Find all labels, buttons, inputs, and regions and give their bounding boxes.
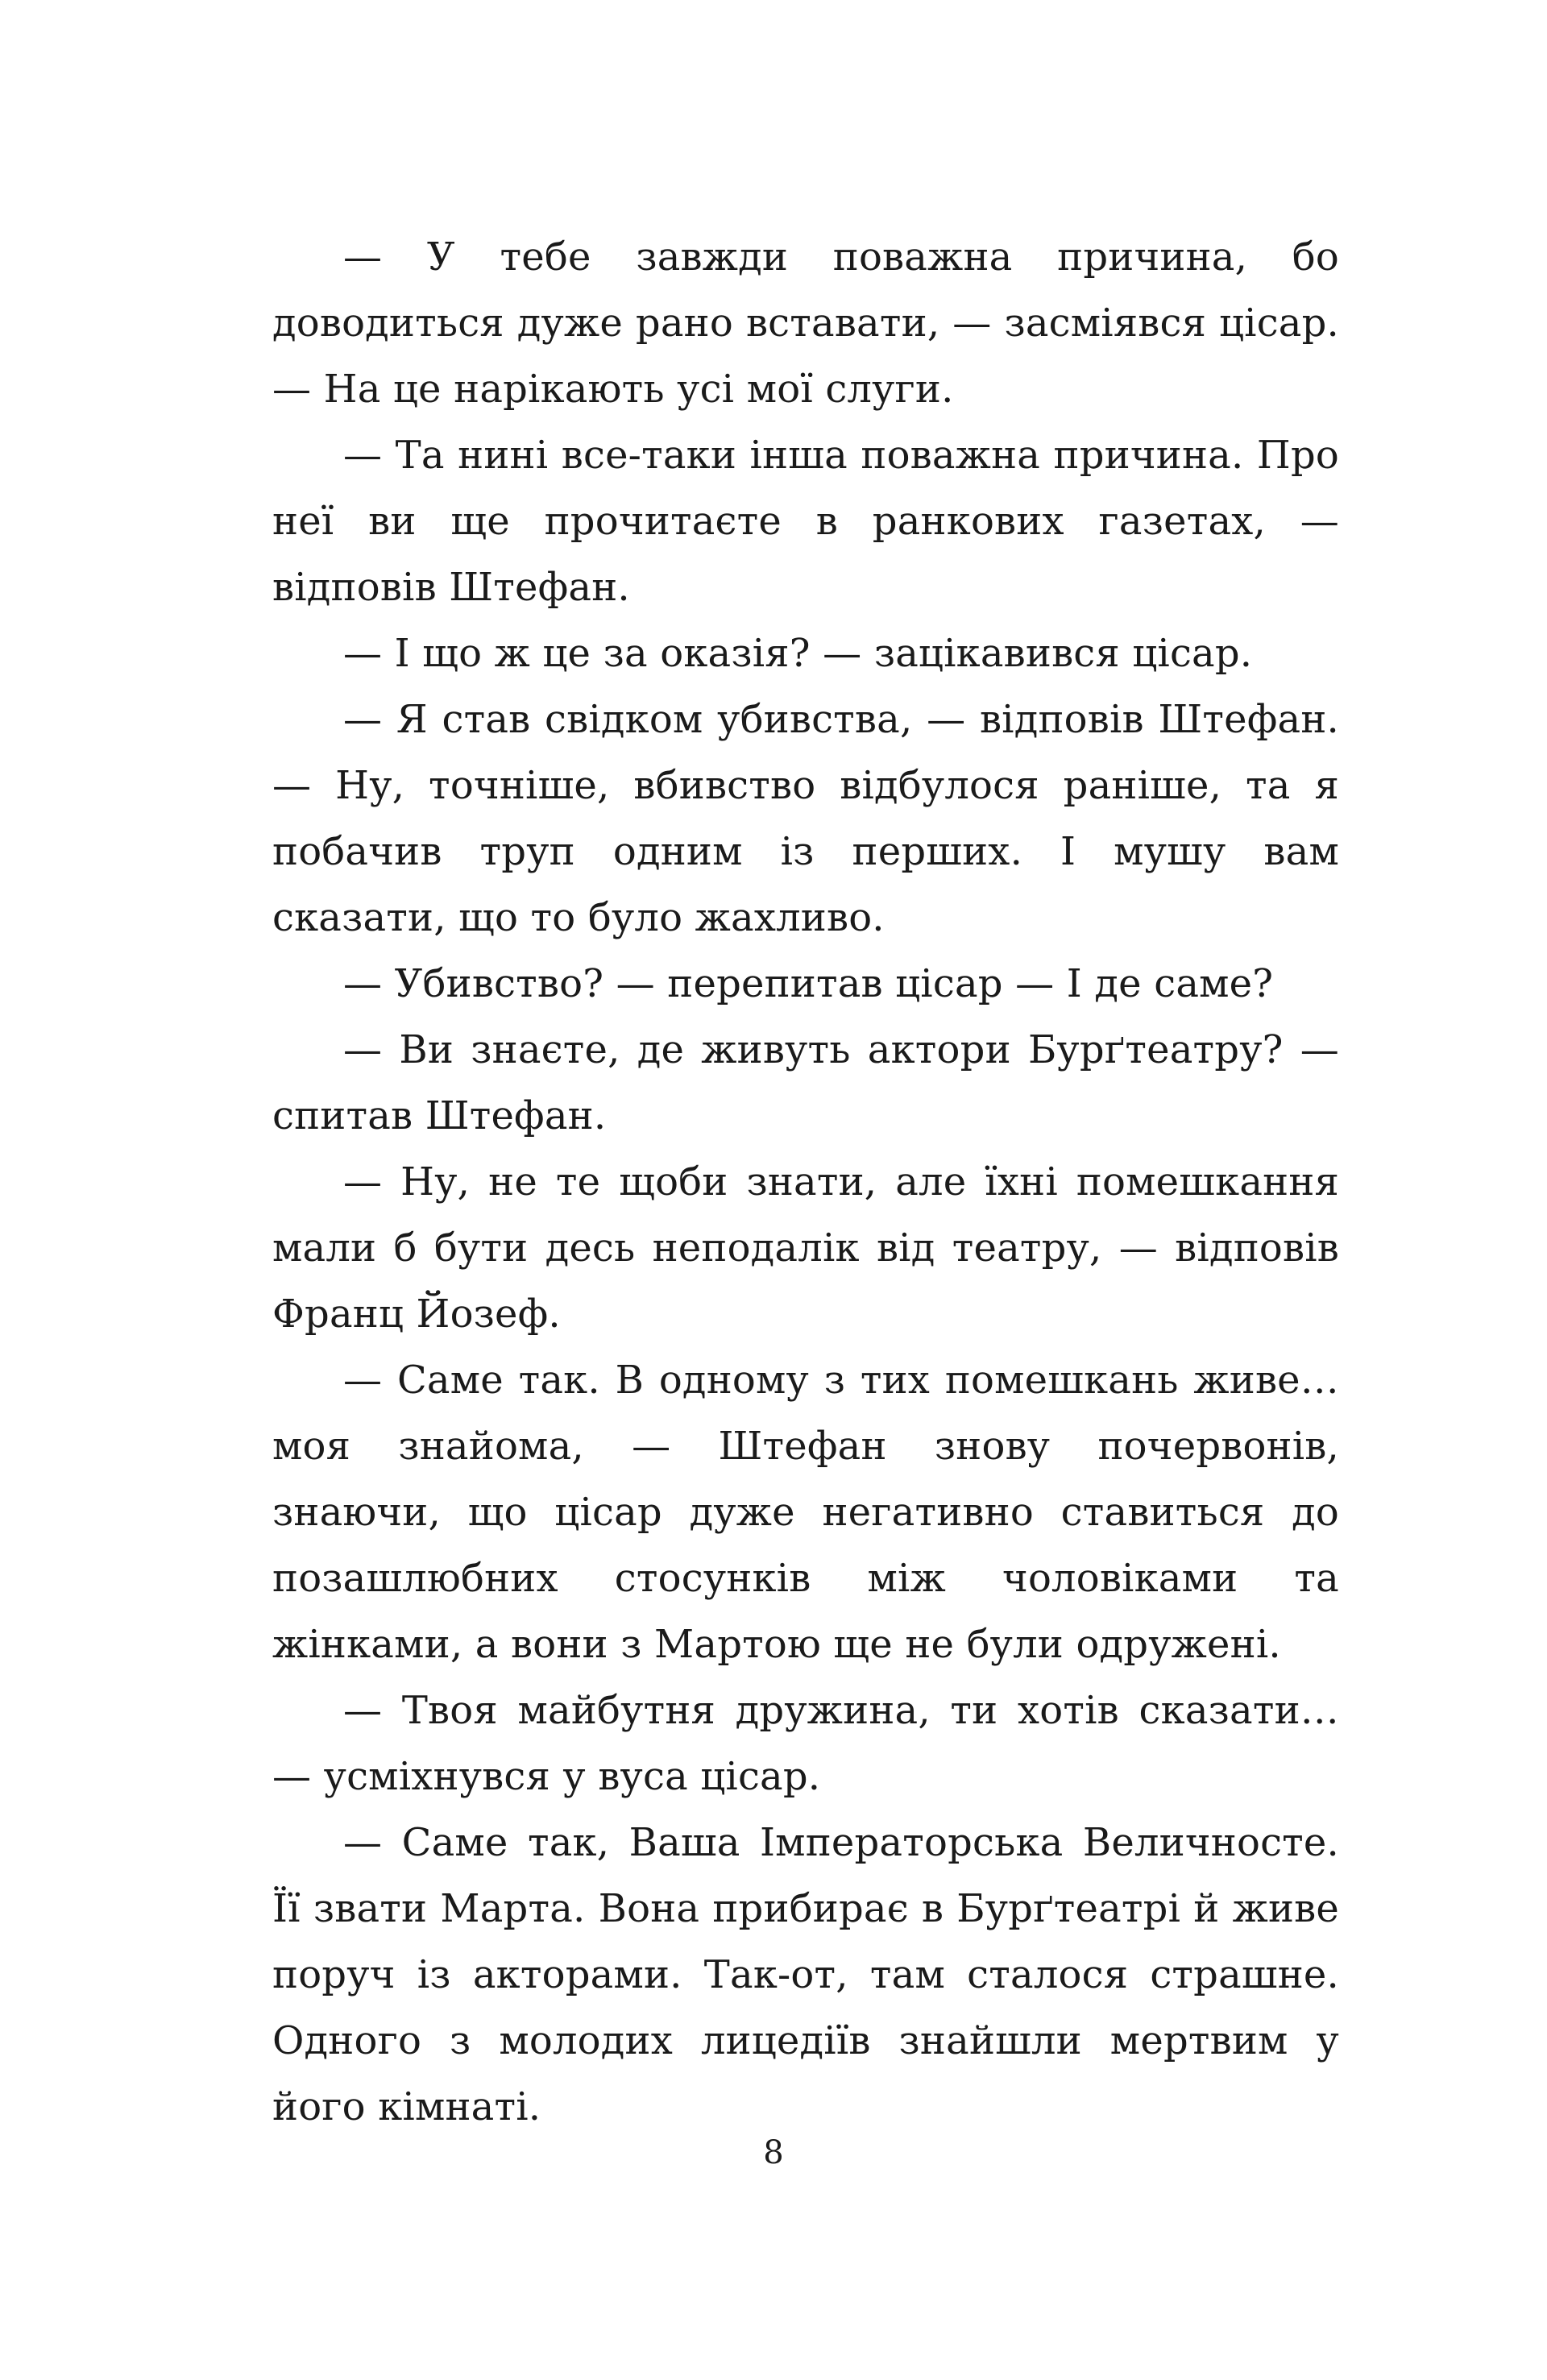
paragraph: — Саме так, Ваша Імператорська Величносте. Її звати Марта. Вона прибирає в Бурґтеатрі й живе поруч із акторами. Так-от, там сталося страшне. Одного з молодих лицедіїв знайшли мертвим у його кімнаті.: [272, 1820, 1339, 2129]
page-number: 8: [763, 2134, 784, 2171]
page-body-text: [272, 224, 1339, 2140]
paragraph: — І що ж це за оказія? — зацікавився цісар.: [343, 631, 1253, 676]
paragraph: — У тебе завжди поважна причина, бо доводиться дуже рано вставати, — засміявся цісар. — На це нарікають усі мої слуги.: [272, 234, 1339, 412]
paragraph: — Ну, не те щоби знати, але їхні помешкання мали б бути десь неподалік від театру, — відповів Франц Йозеф.: [272, 1159, 1339, 1337]
paragraph: — Ви знаєте, де живуть актори Бурґтеатру? — спитав Штефан.: [272, 1027, 1339, 1138]
paragraph: — Твоя майбутня дружина, ти хотів сказати… — усміхнувся у вуса цісар.: [272, 1688, 1339, 1799]
paragraph: — Убивство? — перепитав цісар — І де саме?: [343, 961, 1274, 1006]
paragraph: — Я став свідком убивства, — відповів Штефан. — Ну, точніше, вбивство відбулося раніше, та я побачив труп одним із перших. І мушу вам сказати, що то було жахливо.: [272, 697, 1339, 940]
paragraph: — Та нині все-таки інша поважна причина. Про неї ви ще прочитаєте в ранкових газетах, — відповів Штефан.: [272, 433, 1339, 610]
paragraph: — Саме так. В одному з тих помешкань живе… моя знайома, — Штефан знову почервонів, знаючи, що цісар дуже негативно ставиться до позашлюбних стосунків між чоловіками та жінками, а вони з Мартою ще не були одружені.: [272, 1358, 1339, 1667]
